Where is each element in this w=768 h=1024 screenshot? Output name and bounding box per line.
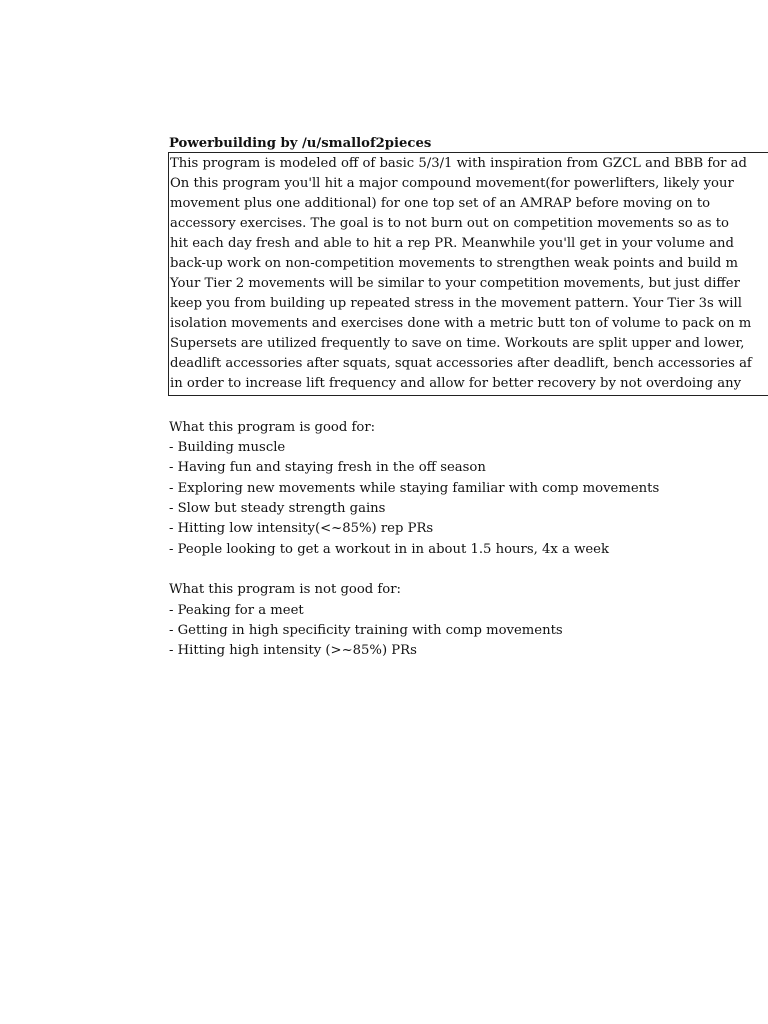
- not-good-for-item: - Peaking for a meet: [169, 603, 304, 618]
- not-good-for-heading: What this program is not good for:: [169, 582, 401, 597]
- not-good-for-item: - Hitting high intensity (>~85%) PRs: [169, 643, 417, 658]
- good-for-item: - Slow but steady strength gains: [169, 501, 386, 516]
- intro-line: accessory exercises. The goal is to not burn out on competition movements so as to: [170, 216, 729, 231]
- good-for-item: - Building muscle: [169, 440, 286, 455]
- intro-line: hit each day fresh and able to hit a rep PR. Meanwhile you'll get in your volume and: [170, 236, 734, 251]
- good-for-item: - Hitting low intensity(<~85%) rep PRs: [169, 521, 434, 536]
- intro-line: keep you from building up repeated stress in the movement pattern. Your Tier 3s will: [170, 296, 742, 311]
- intro-line: Supersets are utilized frequently to save on time. Workouts are split upper and lower,: [170, 336, 745, 351]
- intro-text-cell[interactable]: [168, 152, 768, 396]
- intro-line: On this program you'll hit a major compound movement(for powerlifters, likely your: [170, 176, 734, 191]
- good-for-item: - People looking to get a workout in in about 1.5 hours, 4x a week: [169, 542, 609, 557]
- intro-line: back-up work on non-competition movements to strengthen weak points and build m: [170, 256, 739, 271]
- document-title: Powerbuilding by /u/smallof2pieces: [169, 136, 432, 151]
- intro-line: isolation movements and exercises done with a metric butt ton of volume to pack on m: [170, 316, 752, 331]
- not-good-for-item: - Getting in high specificity training with comp movements: [169, 623, 563, 638]
- good-for-item: - Having fun and staying fresh in the off season: [169, 460, 486, 475]
- intro-line: in order to increase lift frequency and allow for better recovery by not overdoing any: [170, 376, 742, 391]
- intro-line: movement plus one additional) for one top set of an AMRAP before moving on to: [170, 196, 711, 211]
- intro-line: Your Tier 2 movements will be similar to your competition movements, but just differ: [170, 276, 740, 291]
- intro-line: deadlift accessories after squats, squat accessories after deadlift, bench accessories af: [170, 356, 752, 371]
- good-for-heading: What this program is good for:: [169, 420, 376, 435]
- intro-line: This program is modeled off of basic 5/3/1 with inspiration from GZCL and BBB for ad: [170, 156, 747, 171]
- good-for-item: - Exploring new movements while staying familiar with comp movements: [169, 481, 660, 496]
